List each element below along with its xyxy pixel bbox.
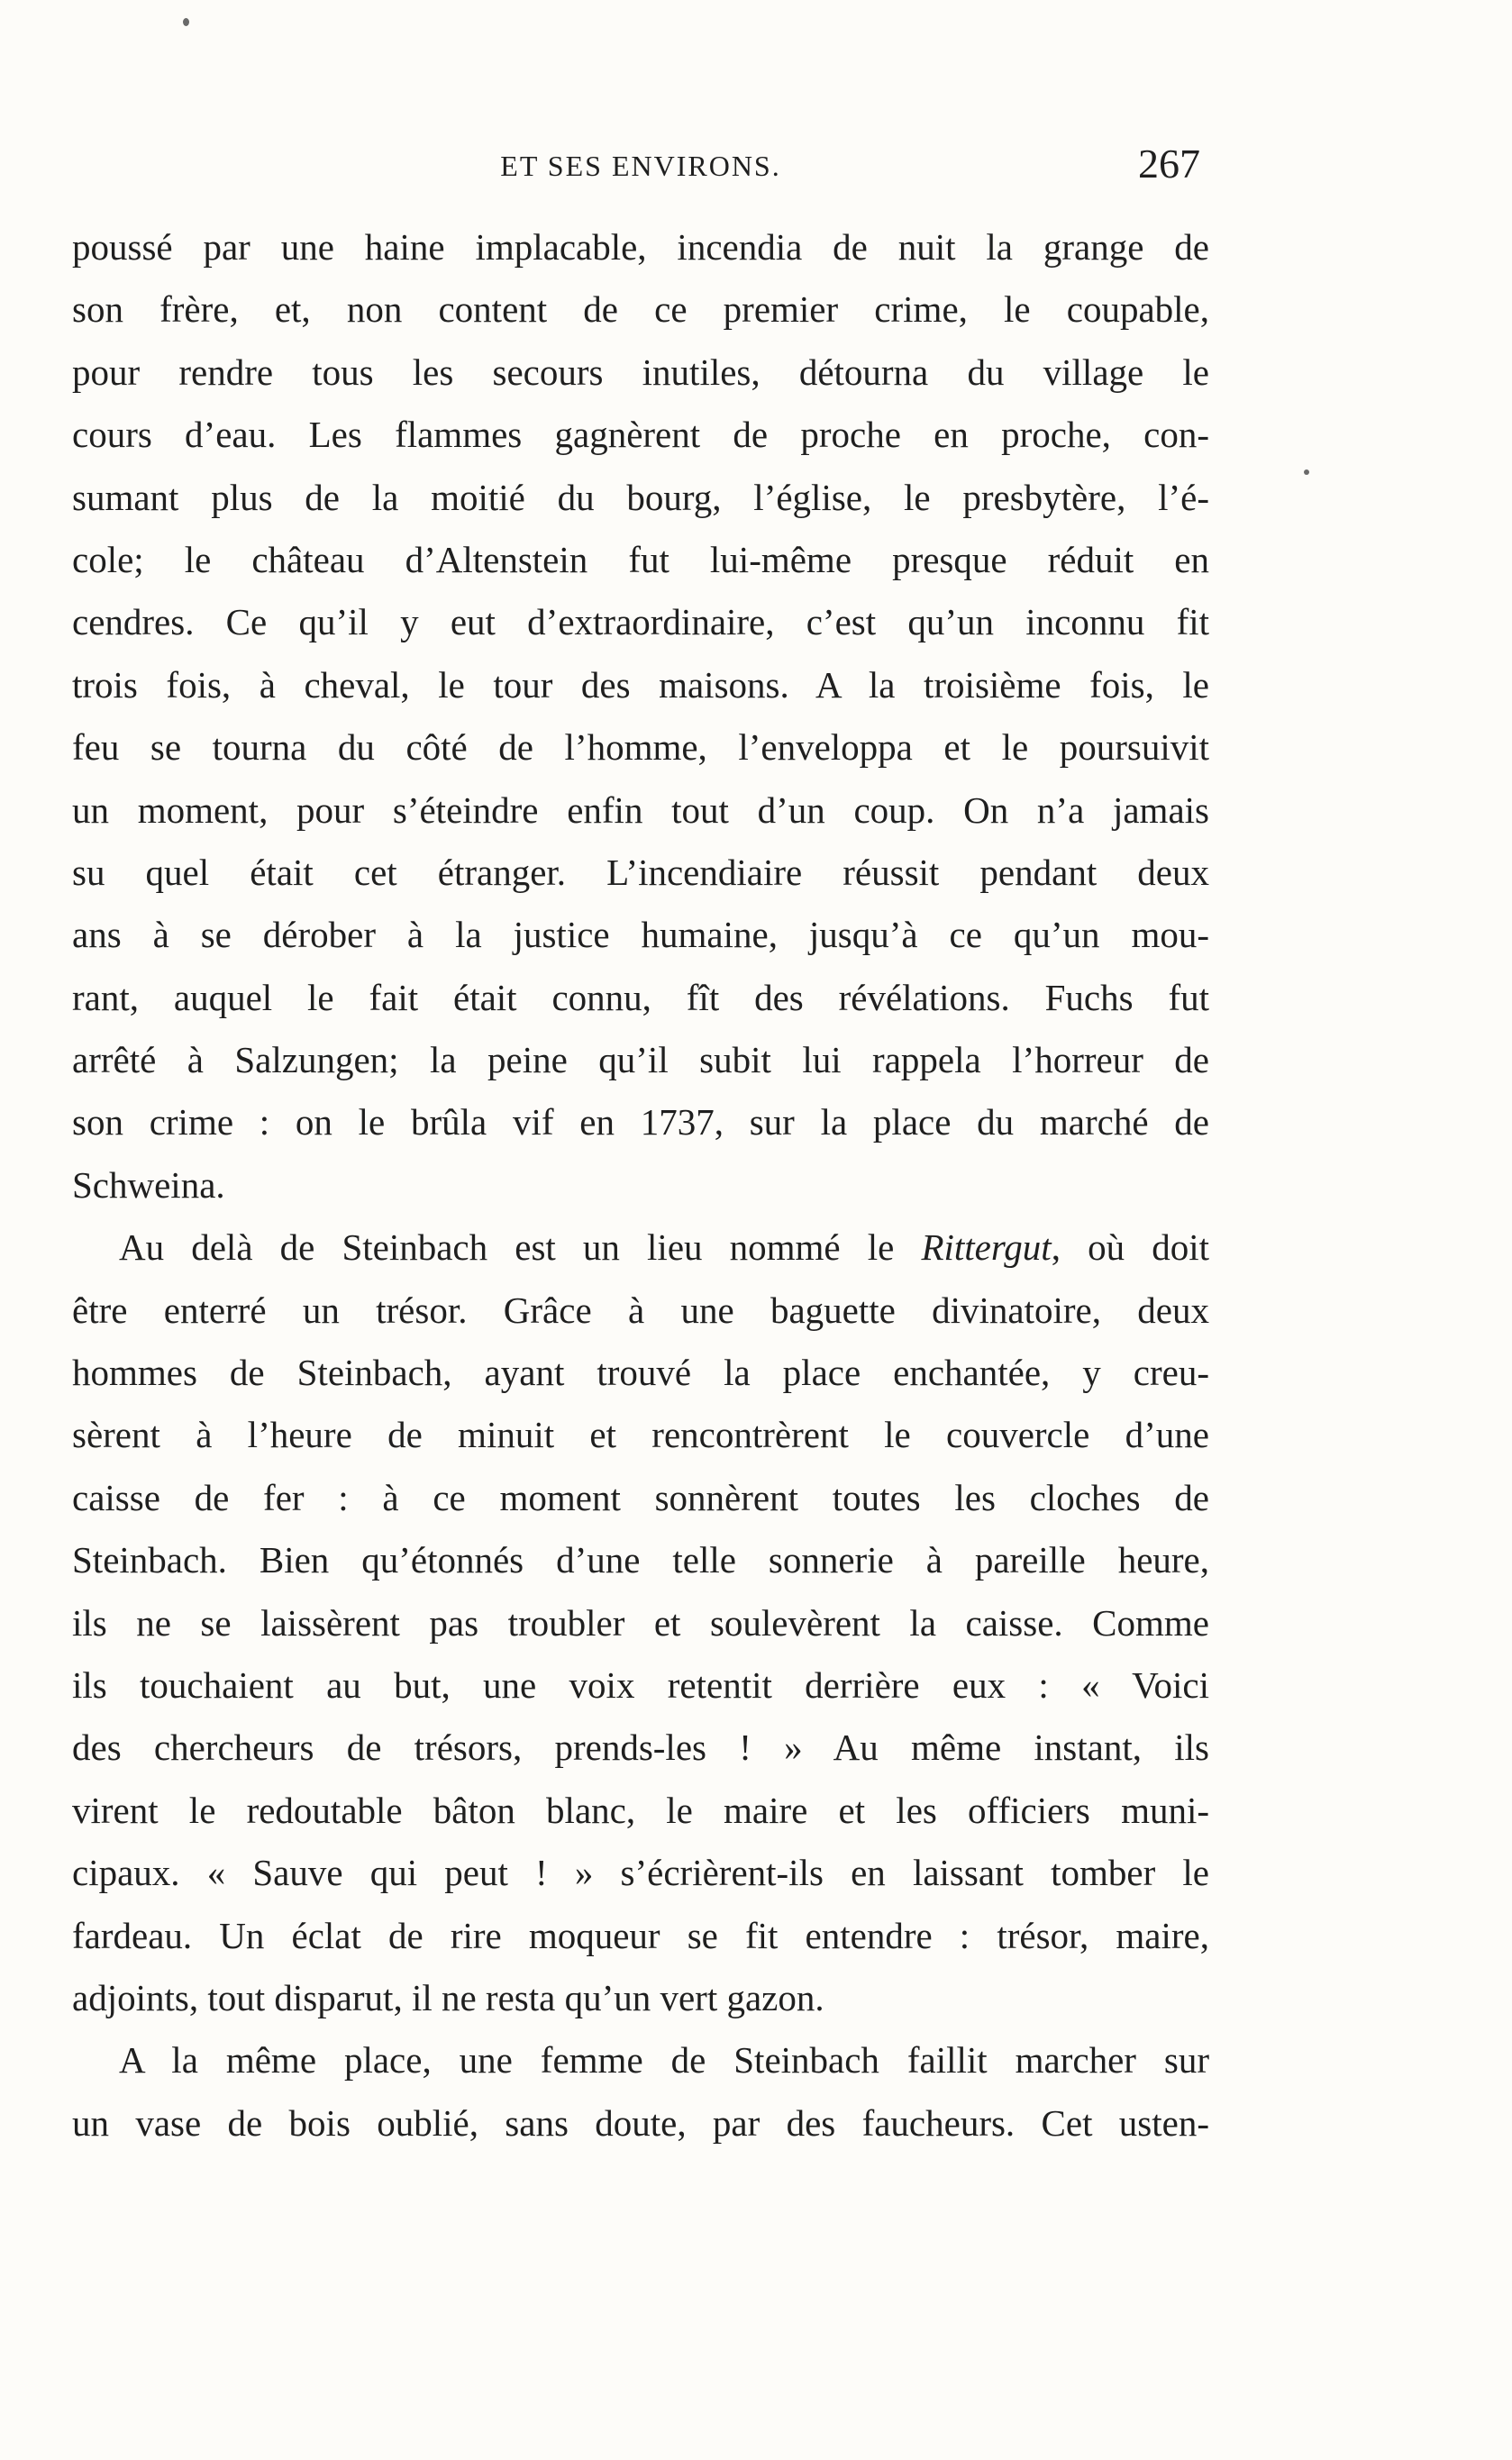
text-line: poussé par une haine implacable, incendia de nuit la grange de [72, 226, 1209, 268]
text-line: être enterré un trésor. Grâce à une baguette divinatoire, deux [72, 1289, 1209, 1331]
text-line: un moment, pour s’éteindre enfin tout d’un coup. On n’a jamais [72, 788, 1209, 831]
text-line: son crime : on le brûla vif en 1737, sur la place du marché de [72, 1101, 1209, 1143]
text-line: virent le redoutable bâton blanc, le maire et les officiers muni- [72, 1789, 1209, 1831]
text-line: des chercheurs de trésors, prends-les ! » Au même instant, ils [72, 1727, 1209, 1769]
text-line: arrêté à Salzungen; la peine qu’il subit lui rappela l’horreur de [72, 1039, 1209, 1081]
text-line: ils ne se laissèrent pas troubler et soulevèrent la caisse. Comme [72, 1601, 1209, 1644]
paragraph-2 [72, 1216, 1209, 2029]
text-line: un vase de bois oublié, sans doute, par des faucheurs. Cet usten- [72, 2101, 1209, 2144]
text-line: sèrent à l’heure de minuit et rencontrèrent le couvercle d’une [72, 1414, 1209, 1456]
body-text [72, 216, 1209, 2155]
text-line: caisse de fer : à ce moment sonnèrent toutes les cloches de [72, 1476, 1209, 1518]
text-line [72, 1216, 1209, 1279]
text-line: sumant plus de la moitié du bourg, l’église, le presbytère, l’é- [72, 476, 1209, 518]
text-line: ans à se dérober à la justice humaine, jusqu’à ce qu’un mou- [72, 914, 1209, 956]
text-line: su quel était cet étranger. L’incendiaire réussit pendant deux [72, 851, 1209, 893]
text-line: fardeau. Un éclat de rire moqueur se fit entendre : trésor, maire, [72, 1914, 1209, 1956]
ink-speck [1304, 469, 1309, 475]
text-line: pour rendre tous les secours inutiles, détourna du village le [72, 351, 1209, 393]
text-line: adjoints, tout disparut, il ne resta qu’un vert gazon. [72, 1976, 824, 2018]
page-number: 267 [1138, 141, 1200, 187]
text-line: feu se tourna du côté de l’homme, l’enveloppa et le poursuivit [72, 726, 1209, 769]
text-line: hommes de Steinbach, ayant trouvé la place enchantée, y creu- [72, 1352, 1209, 1394]
text-line: ils touchaient au but, une voix retentit derrière eux : « Voici [72, 1663, 1209, 1706]
italic-term: Rittergut [921, 1226, 1052, 1269]
text-line: rant, auquel le fait était connu, fît des révélations. Fuchs fut [72, 976, 1209, 1018]
text-line: son frère, et, non content de ce premier crime, le coupable, [72, 288, 1209, 331]
paragraph-3 [72, 2029, 1209, 2155]
text-line: cours d’eau. Les flammes gagnèrent de proche en proche, con- [72, 414, 1209, 456]
paragraph-1 [72, 216, 1209, 1216]
text-line: trois fois, à cheval, le tour des maisons. A la troisième fois, le [72, 663, 1209, 706]
text-segment: , où doit [1051, 1226, 1209, 1269]
text-line: cipaux. « Sauve qui peut ! » s’écrièrent-ils en laissant tomber le [72, 1852, 1209, 1894]
running-title: ET SES ENVIRONS. [500, 150, 781, 182]
ink-speck [183, 18, 189, 26]
text-line: Steinbach. Bien qu’étonnés d’une telle sonnerie à pareille heure, [72, 1539, 1209, 1581]
text-segment: Au delà de Steinbach est un lieu nommé le [119, 1226, 922, 1269]
text-line: Schweina. [72, 1163, 225, 1206]
text-line: A la même place, une femme de Steinbach faillit marcher sur [119, 2039, 1209, 2082]
running-head [72, 141, 1209, 187]
text-line: cole; le château d’Altenstein fut lui-même presque réduit en [72, 538, 1209, 580]
text-line: cendres. Ce qu’il y eut d’extraordinaire, c’est qu’un inconnu fit [72, 601, 1209, 643]
